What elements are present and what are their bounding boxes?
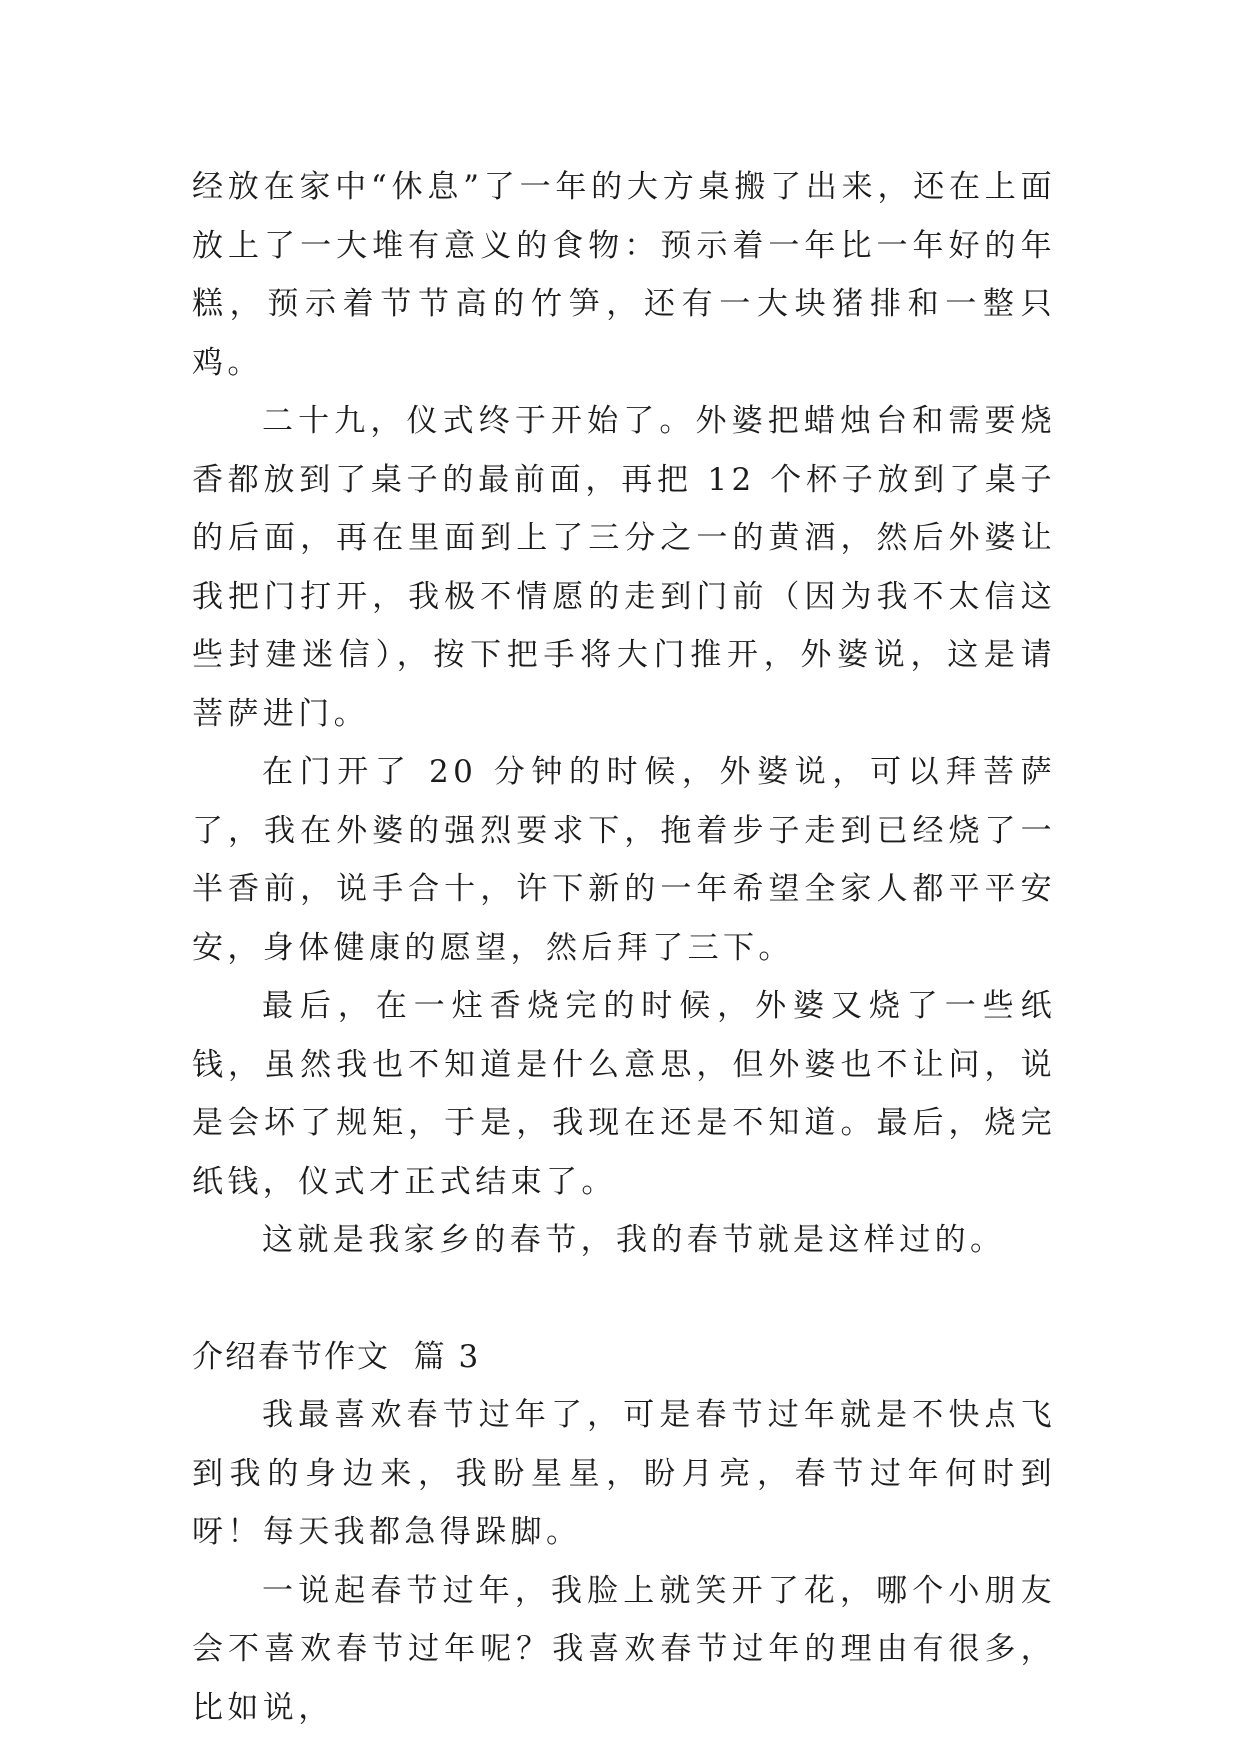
paragraph-worship: 在门开了 20 分钟的时候，外婆说，可以拜菩萨了，我在外婆的强烈要求下，拖着步子走到已经烧了一半香前，说手合十，许下新的一年希望全家人都平平安安，身体健康的愿望，然后拜了三下。 [192,754,1056,966]
section-gap [192,1270,1056,1328]
paragraph-conclusion: 这就是我家乡的春节，我的春节就是这样过的。 [262,1222,1006,1258]
section3-paragraph-2: 一说起春节过年，我脸上就笑开了花，哪个小朋友会不喜欢春节过年呢？我喜欢春节过年的理由有很多，比如说， [192,1572,1056,1726]
paragraph-continued: 经放在家中“休息”了一年的大方桌搬了出来，还在上面放上了一大堆有意义的食物：预示着一年比一年好的年糕，预示着节节高的竹笋，还有一大块猪排和一整只鸡。 [192,169,1056,381]
section-title: 介绍春节作文 篇 3 [192,1338,481,1375]
paragraph-ceremony-start: 二十九，仪式终于开始了。外婆把蜡烛台和需要烧香都放到了桌子的最前面，再把 12 个杯子放到了桌子的后面，再在里面到上了三分之一的黄酒，然后外婆让我把门打开，我极不情愿的走到门前（因为我不太信这些封建迷信），按下把手将大门推开，外婆说，这是请菩萨进门。 [192,403,1056,732]
document-body [192,158,1056,1737]
section3-paragraph-1: 我最喜欢春节过年了，可是春节过年就是不快点飞到我的身边来，我盼星星，盼月亮，春节过年何时到呀！每天我都急得跺脚。 [192,1397,1056,1550]
paragraph-paper-money: 最后，在一炷香烧完的时候，外婆又烧了一些纸钱，虽然我也不知道是什么意思，但外婆也不让问，说是会坏了规矩，于是，我现在还是不知道。最后，烧完纸钱，仪式才正式结束了。 [192,988,1056,1200]
